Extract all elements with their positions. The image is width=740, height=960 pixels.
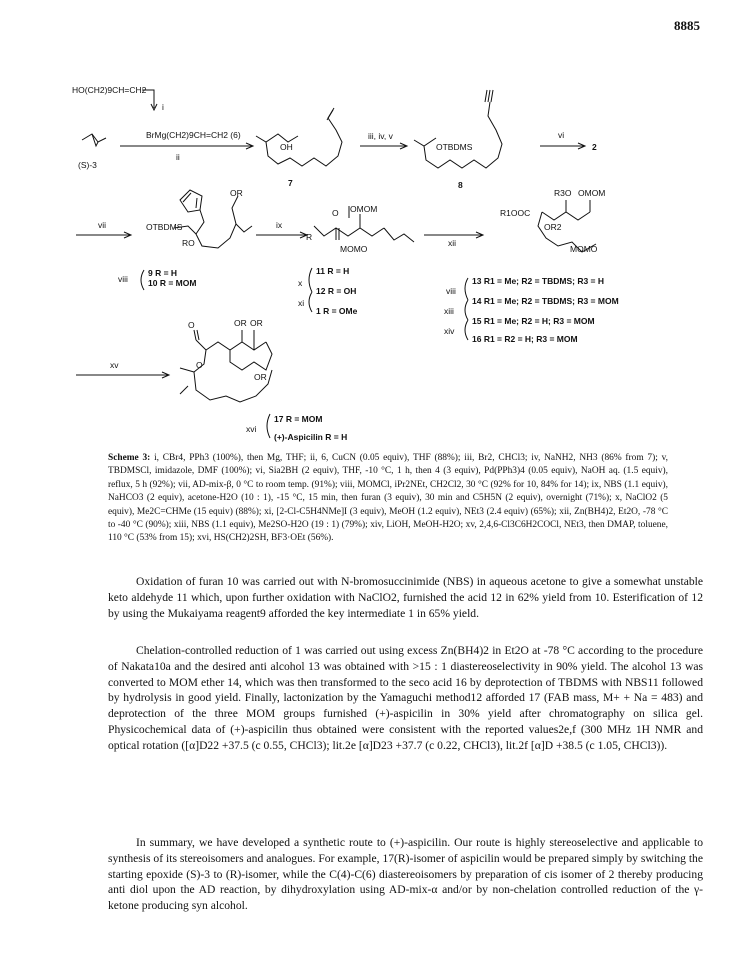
step-xii-label: xii	[448, 238, 457, 248]
step-ii-label: ii	[176, 152, 180, 162]
compound-16-entry: 16 R1 = R2 = H; R3 = MOM	[472, 334, 578, 344]
scheme-caption	[108, 452, 668, 546]
paragraph-1: Oxidation of furan 10 was carried out with N-bromosuccinimide (NBS) in aqueous acetone to give a somewhat unstable keto aldehyde 11 which, upon further oxidation with NaClO2, furnished the acid 12 in 62% yield from 10. Esterification of 12 by using the Mukaiyama reagent9 afforded the key intermediate 1 in 65% yield.	[108, 575, 703, 620]
o-ring-label: O	[196, 360, 203, 370]
start-reagent: HO(CH2)9CH=CH2	[72, 85, 147, 95]
steps-iii-v-label: iii, iv, v	[368, 131, 393, 141]
momo-label: MOMO	[340, 244, 368, 254]
compound-1-entry: 1 R = OMe	[316, 306, 358, 316]
or-label-b: OR	[250, 318, 263, 328]
otbdms-label-2: OTBDMS	[146, 222, 183, 232]
reaction-scheme	[70, 50, 680, 445]
momo-label-2: MOMO	[570, 244, 598, 254]
step-i-label: i	[162, 102, 164, 112]
page-number: 8885	[674, 18, 700, 33]
or-label-a: OR	[234, 318, 247, 328]
omom-label-2: OMOM	[578, 188, 606, 198]
compound-2-label: 2	[592, 142, 597, 152]
caption-text: i, CBr4, PPh3 (100%), then Mg, THF; ii, 6, CuCN (0.05 equiv), THF (88%); iii, Br2, CHCl3; iv, NaNH2, NH3 (86% from 7); v, TBDMSCl, imidazole, DMF (100%); vi, Sia2BH (2 equiv), THF, -10 °C, 1 h, then 4 (3 equiv), Pd(PPh3)4 (0.05 equiv), NaOH aq. (1.5 equiv), reflux, 5 h (92%); vii, AD-mix-β, 0 °C to room temp. (91%); viii, MOMCl, iPr2NEt, CH2Cl2, 30 °C (92% for 10, 84% for 14); ix, NBS (1.1 equiv), NaHCO3 (2 equiv), acetone-H2O (10 : 1), -15 °C, 15 min, then furan (3 equiv), 30 min and C5H5N (2 equiv), overnight (71%); x, NaClO2 (5 equiv), Me2C=CHMe (15 equiv) (88%); xi, [2-Cl-C5H4NMe]I (3 equiv), MeOH (1.2 equiv), NEt3 (2.4 equiv) (65%); xii, Zn(BH4)2, Et2O, -78 °C to -40 °C (90%); xiii, NBS (1.1 equiv), Me2SO-H2O (19 : 1) (79%); xiv, LiOH, MeOH-H2O; xv, 2,4,6-Cl3C6H2COCl, NEt3, then DMAP, toluene, 110 °C (53% from 15); xvi, HS(CH2)2SH, BF3·OEt (56%).	[108, 453, 668, 544]
or-label-c: OR	[254, 372, 267, 382]
step-ix-label: ix	[276, 220, 283, 230]
step-xv-label: xv	[110, 360, 119, 370]
grignard-reagent: BrMg(CH2)9CH=CH2 (6)	[146, 130, 241, 140]
epoxide-label: (S)-3	[78, 160, 97, 170]
step-xvi-label: xvi	[246, 424, 257, 434]
step-xi-label: xi	[298, 298, 305, 308]
step-viii-label-2: viii	[446, 286, 456, 296]
compound-13-entry: 13 R1 = Me; R2 = TBDMS; R3 = H	[472, 276, 605, 286]
otbdms-label: OTBDMS	[436, 142, 473, 152]
step-xiii-label: xiii	[444, 306, 454, 316]
caption-heading: Scheme 3:	[108, 453, 151, 463]
oh-label: OH	[280, 142, 293, 152]
step-vi-label: vi	[558, 130, 565, 140]
step-viii-label: viii	[118, 274, 128, 284]
step-vii-label: vii	[98, 220, 107, 230]
compound-11-entry: 11 R = H	[316, 266, 350, 276]
step-xiv-label: xiv	[444, 326, 455, 336]
compound-8-label: 8	[458, 180, 463, 190]
paragraph-3: In summary, we have developed a synthetic route to (+)-aspicilin. Our route is highly stereoselective and applicable to synthesis of its stereoisomers and analogues. For example, 17(R)-isomer of aspicilin would be prepared simply by switching the starting epoxide (S)-3 to (R)-isomer, while the C(4)-C(6) diastereoisomers by preparation of cis isomer of 2 thereby producing anti diol upon the AD reaction, by dihydroxylation using AD-mix-α and/or by non-chelation controlled reduction of the γ-ketone producing syn alcohol.	[108, 836, 703, 913]
r1ooc-label: R1OOC	[500, 208, 531, 218]
compound-7-label: 7	[288, 178, 293, 188]
compound-15-entry: 15 R1 = Me; R2 = H; R3 = MOM	[472, 316, 595, 326]
omom-label: OMOM	[350, 204, 378, 214]
paragraph-2: Chelation-controlled reduction of 1 was carried out using excess Zn(BH4)2 in Et2O at -78 °C according to the procedure of Nakata10a and the desired anti alcohol 13 was obtained with >15 : 1 diastereoselectivity in 90% yield. The alcohol 13 was converted to MOM ether 14, which was then transformed to the seco acid 16 by deprotection of TBDMS with NBS11 followed by hydrolysis in good yield. Finally, lactonization by the Yamaguchi method12 afforded 17 (FAB mass, M+ + Na = 483) and deprotection of the three MOM groups furnished (+)-aspicilin in 30% yield after chromatography on silica gel. Physicochemical data of (+)-aspicilin thus obtained were consistent with the reported values2e,f (300 MHz 1H NMR and optical rotation ([α]D22 +37.5 (c 0.55, CHCl3); lit.2e [α]D23 +37.7 (c 0.22, CHCl3), lit.2f [α]D +38.5 (c 1.05, CHCl3)).	[108, 644, 703, 752]
compound-17-entry: 17 R = MOM	[274, 414, 323, 424]
ro-label: RO	[182, 238, 195, 248]
or2-label: OR2	[544, 222, 562, 232]
o-carbonyl-label: O	[188, 320, 195, 330]
o-label: O	[332, 208, 339, 218]
compound-9-entry: 9 R = H	[148, 268, 178, 278]
step-x-label: x	[298, 278, 303, 288]
compound-12-entry: 12 R = OH	[316, 286, 357, 296]
r-label: R	[306, 232, 313, 242]
r3o-label: R3O	[554, 188, 572, 198]
compound-10-entry: 10 R = MOM	[148, 278, 197, 288]
or-label: OR	[230, 188, 243, 198]
compound-14-entry: 14 R1 = Me; R2 = TBDMS; R3 = MOM	[472, 296, 619, 306]
aspicilin-entry: (+)-Aspicilin R = H	[274, 432, 348, 442]
